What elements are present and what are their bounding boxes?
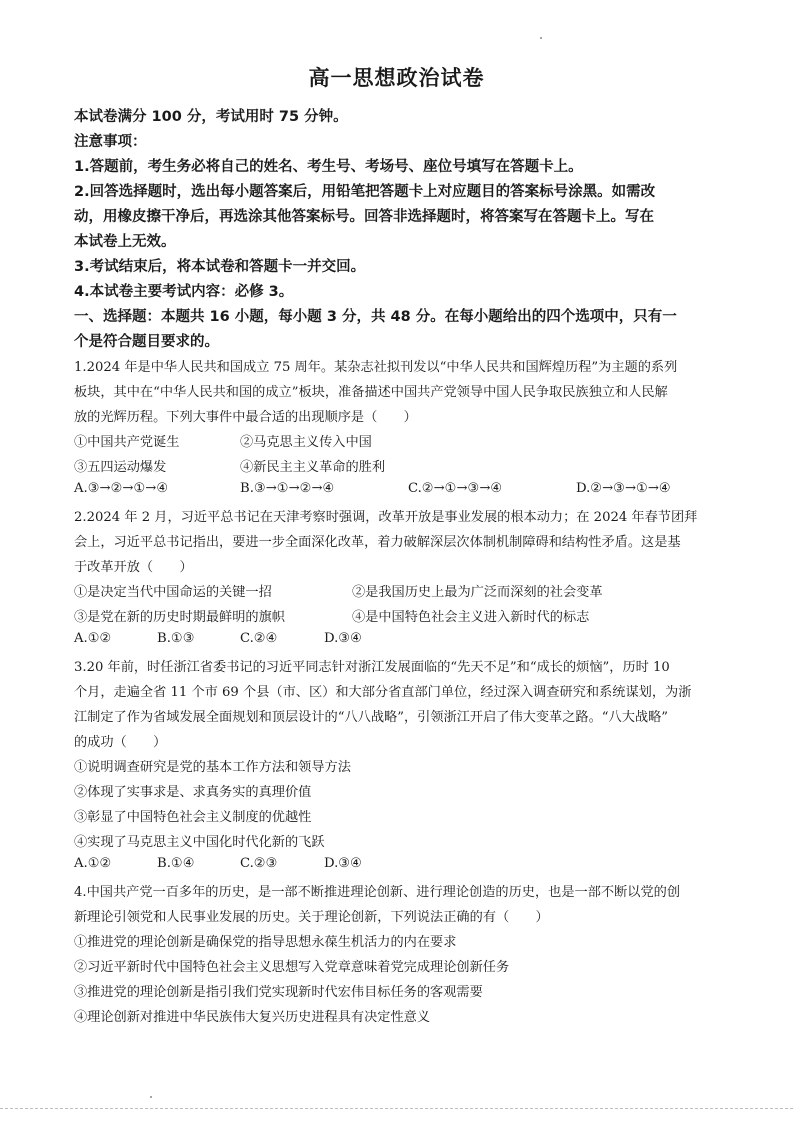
question-1-option-c[interactable]: C.②→①→③→④ (408, 481, 503, 496)
question-2-stem-line-1: 2.2024 年 2 月，习近平总书记在天津考察时强调，改革开放是事业发展的根本动力；在 2024 年春节团拜 (74, 510, 698, 525)
question-3-stem-line-4: 的成功（ ） (74, 735, 167, 750)
notice-item-4: 4.本试卷主要考试内容：必修 3。 (74, 284, 294, 300)
question-4-stem-line-1: 4.中国共产党一百多年的历史，是一部不断推进理论创新、进行理论创造的历史，也是一部不断以党的创 (74, 885, 681, 900)
question-3-item-3: ③彰显了中国特色社会主义制度的优越性 (74, 810, 312, 825)
question-4-item-2: ②习近平新时代中国特色社会主义思想写入党章意味着党完成理论创新任务 (74, 960, 510, 975)
notice-title: 注意事项： (74, 134, 147, 150)
question-1-item-4: ④新民主主义革命的胜利 (240, 460, 386, 475)
question-2-option-b[interactable]: B.①③ (157, 631, 195, 646)
question-2-option-a[interactable]: A.①② (74, 631, 112, 646)
page-bottom-border (0, 1108, 793, 1109)
question-1-item-1: ①中国共产党诞生 (74, 435, 180, 450)
notice-item-1: 1.答题前，考生务必将自己的姓名、考生号、考场号、座位号填写在答题卡上。 (74, 159, 583, 175)
question-2-stem-line-2: 会上，习近平总书记指出，要进一步全面深化改革，着力破解深层次体制机制障碍和结构性矛盾。这是基 (74, 535, 681, 550)
question-4-item-4: ④理论创新对推进中华民族伟大复兴历史进程具有决定性意义 (74, 1010, 431, 1025)
question-1-stem-line-3: 放的光辉历程。下列大事件中最合适的出现顺序是（ ） (74, 410, 417, 425)
question-1-option-d[interactable]: D.②→③→①→④ (576, 481, 671, 496)
notice-item-2-line-1: 2.回答选择题时，选出每小题答案后，用铅笔把答题卡上对应题目的答案标号涂黑。如需改 (74, 184, 656, 200)
section-heading-line-2: 个是符合题目要求的。 (74, 334, 219, 350)
question-4-item-1: ①推进党的理论创新是确保党的指导思想永葆生机活力的内在要求 (74, 935, 457, 950)
question-3-option-d[interactable]: D.③④ (324, 856, 362, 871)
question-2-item-3: ③是党在新的历史时期最鲜明的旗帜 (74, 610, 285, 625)
question-2-item-2: ②是我国历史上最为广泛而深刻的社会变革 (352, 585, 603, 600)
question-2-stem-line-3: 于改革开放（ ） (74, 560, 193, 575)
question-1-option-a[interactable]: A.③→②→①→④ (74, 481, 169, 496)
question-3-item-2: ②体现了实事求是、求真务实的真理价值 (74, 785, 312, 800)
question-1-option-b[interactable]: B.③→①→②→④ (240, 481, 335, 496)
question-4-stem-line-2: 新理论引领党和人民事业发展的历史。关于理论创新，下列说法正确的有（ ） (74, 910, 549, 925)
question-3-item-4: ④实现了马克思主义中国化时代化新的飞跃 (74, 835, 325, 850)
question-3-stem-line-1: 3.20 年前，时任浙江省委书记的习近平同志针对浙江发展面临的“先天不足”和“成长的烦恼”，历时 10 (74, 660, 670, 675)
question-1-item-2: ②马克思主义传入中国 (240, 435, 372, 450)
question-1-item-3: ③五四运动爆发 (74, 460, 167, 475)
notice-item-2-line-2: 动，用橡皮擦干净后，再选涂其他答案标号。回答非选择题时，将答案写在答题卡上。写在 (74, 209, 654, 225)
question-2-option-d[interactable]: D.③④ (324, 631, 362, 646)
notice-item-3: 3.考试结束后，将本试卷和答题卡一并交回。 (74, 259, 366, 275)
question-2-item-1: ①是决定当代中国命运的关键一招 (74, 585, 272, 600)
question-3-option-b[interactable]: B.①④ (157, 856, 195, 871)
score-line: 本试卷满分 100 分，考试用时 75 分钟。 (74, 109, 348, 125)
question-3-item-1: ①说明调查研究是党的基本工作方法和领导方法 (74, 760, 351, 775)
question-3-option-c[interactable]: C.②③ (240, 856, 278, 871)
scan-speck (150, 1096, 152, 1098)
notice-item-2-line-3: 本试卷上无效。 (74, 234, 176, 250)
question-2-option-c[interactable]: C.②④ (240, 631, 278, 646)
question-3-stem-line-3: 江制定了作为省域发展全面规划和顶层设计的“八八战略”，引领浙江开启了伟大变革之路。“八大战略” (74, 710, 669, 725)
question-3-option-a[interactable]: A.①② (74, 856, 112, 871)
section-heading-line-1: 一、选择题：本题共 16 小题，每小题 3 分，共 48 分。在每小题给出的四个选项中，只有一 (74, 309, 677, 325)
question-3-stem-line-2: 个月，走遍全省 11 个市 69 个县（市、区）和大部分省直部门单位，经过深入调查研究和系统谋划，为浙 (74, 685, 692, 700)
question-4-item-3: ③推进党的理论创新是指引我们党实现新时代宏伟目标任务的客观需要 (74, 985, 483, 1000)
scan-speck (540, 37, 542, 39)
question-1-stem-line-2: 板块，其中在“中华人民共和国的成立”板块，准备描述中国共产党领导中国人民争取民族独立和人民解 (74, 385, 668, 400)
question-2-item-4: ④是中国特色社会主义进入新时代的标志 (352, 610, 590, 625)
question-1-stem-line-1: 1.2024 年是中华人民共和国成立 75 周年。某杂志社拟刊发以“中华人民共和国辉煌历程”为主题的系列 (74, 360, 678, 375)
page-title: 高一思想政治试卷 (308, 66, 485, 90)
